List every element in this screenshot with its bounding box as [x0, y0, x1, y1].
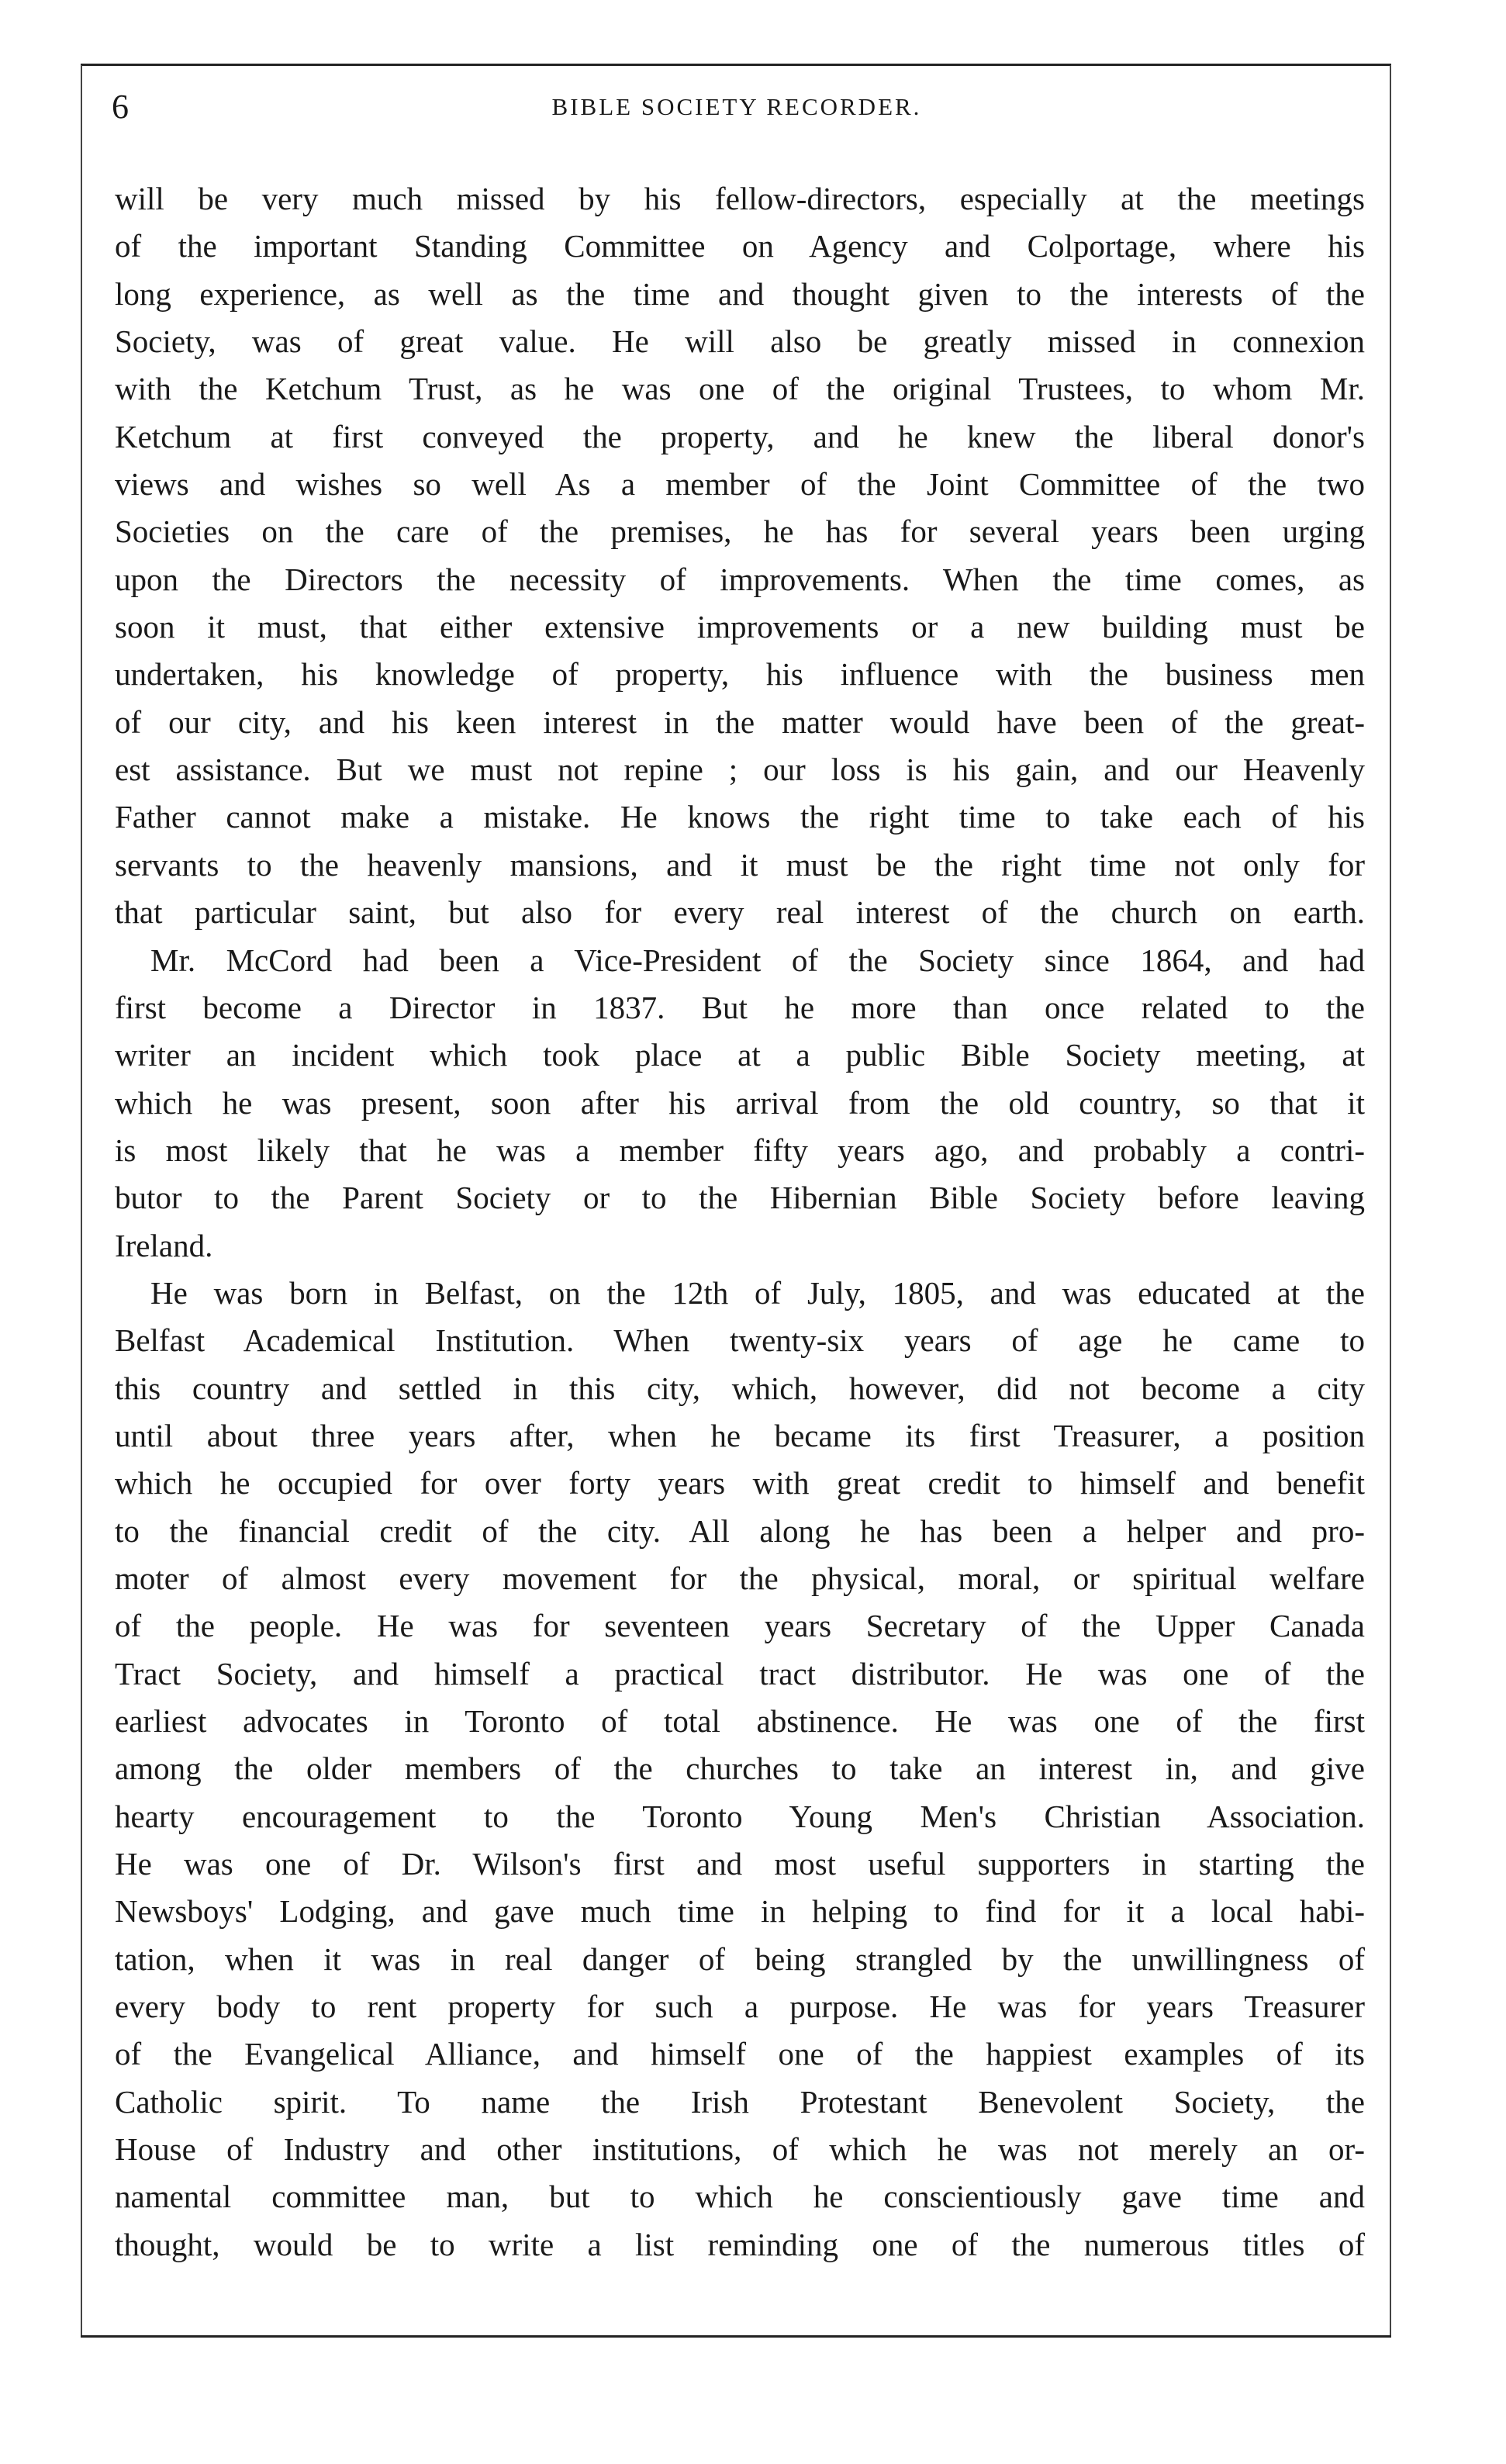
text-line: butor to the Parent Society or to the Hibernian Bible Society before leaving	[115, 1180, 1365, 1216]
text-line: of the Evangelical Alliance, and himself one of the happiest examples of its	[115, 2036, 1365, 2072]
text-line: Societies on the care of the premises, he has for several years been urging	[115, 513, 1365, 550]
text-line: will be very much missed by his fellow-directors, especially at the meetings	[115, 181, 1365, 216]
text-line: tation, when it was in real danger of being strangled by the unwillingness of	[115, 1940, 1365, 1977]
text-line: first become a Director in 1837. But he more than once related to the	[115, 989, 1365, 1025]
page-header	[112, 87, 1362, 133]
text-line: writer an incident which took place at a public Bible Society meeting, at	[115, 1037, 1365, 1073]
paragraph-start-line: Mr. McCord had been a Vice-President of the Society since 1864, and had	[150, 942, 1365, 978]
text-line: Catholic spirit. To name the Irish Protestant Benevolent Society, the	[115, 2083, 1365, 2120]
paragraph-start-line: He was born in Belfast, on the 12th of July, 1805, and was educated at the	[150, 1274, 1365, 1311]
text-line: Tract Society, and himself a practical tract distributor. He was one of the	[115, 1655, 1365, 1692]
text-line: this country and settled in this city, which, however, did not become a city	[115, 1370, 1365, 1406]
text-line: which he was present, soon after his arrival from the old country, so that it	[115, 1084, 1365, 1121]
text-line: earliest advocates in Toronto of total abstinence. He was one of the first	[115, 1703, 1365, 1739]
text-line: of the people. He was for seventeen years Secretary of the Upper Canada	[115, 1608, 1365, 1644]
text-line: among the older members of the churches to take an interest in, and give	[115, 1750, 1365, 1787]
text-line: Ketchum at first conveyed the property, and he knew the liberal donor's	[115, 418, 1365, 454]
bottom-rule	[81, 2335, 1391, 2338]
page-number: 6	[112, 88, 129, 126]
text-line: moter of almost every movement for the physical, moral, or spiritual welfare	[115, 1560, 1365, 1596]
text-line: thought, would be to write a list reminding one of the numerous titles of	[115, 2226, 1365, 2262]
right-page-edge	[1390, 65, 1391, 2336]
text-line: until about three years after, when he became its first Treasurer, a position	[115, 1417, 1365, 1453]
text-line: to the financial credit of the city. All along he has been a helper and pro-	[115, 1512, 1365, 1549]
text-line: House of Industry and other institutions, of which he was not merely an or-	[115, 2131, 1365, 2168]
text-line: undertaken, his knowledge of property, his influence with the business men	[115, 656, 1365, 693]
text-line: est assistance. But we must not repine ; our loss is his gain, and our Heavenly	[115, 752, 1365, 788]
left-page-edge	[81, 65, 82, 2336]
text-line: He was one of Dr. Wilson's first and most useful supporters in starting the	[115, 1846, 1365, 1882]
text-line: long experience, as well as the time and thought given to the interests of the	[115, 275, 1365, 312]
text-line: Father cannot make a mistake. He knows the right time to take each of his	[115, 799, 1365, 835]
text-line: hearty encouragement to the Toronto Young Men's Christian Association.	[115, 1798, 1365, 1834]
text-line: of the important Standing Committee on Agency and Colportage, where his	[115, 228, 1365, 264]
text-line: with the Ketchum Trust, as he was one of the original Trustees, to whom Mr.	[115, 371, 1365, 407]
text-line: every body to rent property for such a purpose. He was for years Treasurer	[115, 1989, 1365, 2025]
text-line: of our city, and his keen interest in the matter would have been of the great-	[115, 703, 1365, 740]
text-line: is most likely that he was a member fifty years ago, and probably a contri-	[115, 1132, 1365, 1168]
text-line: Belfast Academical Institution. When twenty-six years of age he came to	[115, 1322, 1365, 1359]
text-line: that particular saint, but also for every real interest of the church on earth.	[115, 894, 1365, 931]
text-line: namental committee man, but to which he conscientiously gave time and	[115, 2179, 1365, 2215]
body-text	[115, 175, 1365, 2269]
paragraph-end-line: Ireland.	[115, 1227, 213, 1263]
text-line: Newsboys' Lodging, and gave much time in helping to find for it a local habi-	[115, 1893, 1365, 1930]
running-head: BIBLE SOCIETY RECORDER.	[551, 93, 922, 120]
text-line: views and wishes so well As a member of the Joint Committee of the two	[115, 466, 1365, 503]
text-line: which he occupied for over forty years with great credit to himself and benefit	[115, 1465, 1365, 1502]
text-line: soon it must, that either extensive improvements or a new building must be	[115, 609, 1365, 645]
text-line: upon the Directors the necessity of improvements. When the time comes, as	[115, 561, 1365, 597]
text-line: Society, was of great value. He will also be greatly missed in connexion	[115, 323, 1365, 360]
top-rule	[81, 64, 1391, 66]
text-line: servants to the heavenly mansions, and it must be the right time not only for	[115, 846, 1365, 883]
